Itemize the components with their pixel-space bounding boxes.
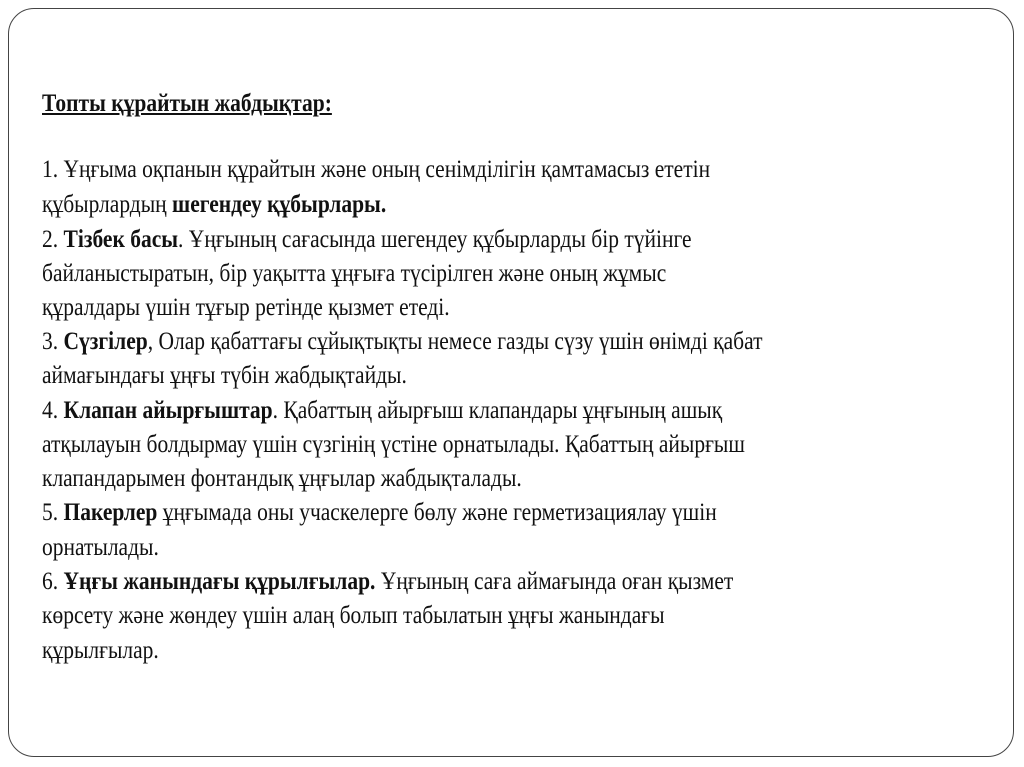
item-4-line-1: 4. Клапан айырғыштар. Қабаттың айырғыш клапандары ұңғының ашық <box>42 397 723 424</box>
slide-title: Топты құрайтын жабдықтар: <box>42 90 332 117</box>
bold-term: Тізбек басы <box>63 226 179 253</box>
item-5-line-1: 5. Пакерлер ұңғымада оны учаскелерге бөлу және герметизациялау үшін <box>42 499 717 526</box>
item-2-line-3: құралдары үшін тұғыр ретінде қызмет етеді. <box>42 294 450 321</box>
item-3-line-2: аймағындағы ұңғы түбін жабдықтайды. <box>42 362 407 389</box>
item-5-line-2: орнатылады. <box>42 534 159 561</box>
item-2-line-2: байланыстыратын, бір уақытта ұңғыға түсірілген және оның жұмыс <box>42 260 667 287</box>
item-3-line-1: 3. Сүзгілер, Олар қабаттағы сұйықтықты немесе газды сүзу үшін өнімді қабат <box>42 328 763 355</box>
item-1-line-1: 1. Ұңғыма оқпанын құрайтын және оның сенімділігін қамтамасыз ететін <box>42 156 711 183</box>
item-6-line-2: көрсету және жөндеу үшін алаң болып табылатын ұңғы жанындағы <box>42 602 665 629</box>
bold-term: шегендеу құбырлары. <box>172 191 387 218</box>
item-6-line-1: 6. Ұңғы жанындағы құрылғылар. Ұңғының саға аймағында оған қызмет <box>42 568 734 595</box>
item-2-line-1: 2. Тізбек басы. Ұңғының сағасында шегендеу құбырларды бір түйінге <box>42 226 692 253</box>
item-1-line-2: құбырлардың шегендеу құбырлары. <box>42 191 387 218</box>
item-4-line-3: клапандарымен фонтандық ұңғылар жабдықталады. <box>42 465 522 492</box>
item-6-line-3: құрылғылар. <box>42 637 159 664</box>
bold-term: Пакерлер <box>63 499 158 526</box>
bold-term: Сүзгілер <box>63 328 148 355</box>
bold-term: Клапан айырғыштар <box>63 397 273 424</box>
item-4-line-2: атқылауын болдырмау үшін сүзгінің үстіне орнатылады. Қабаттың айырғыш <box>42 431 745 458</box>
bold-term: Ұңғы жанындағы құрылғылар. <box>63 568 376 595</box>
